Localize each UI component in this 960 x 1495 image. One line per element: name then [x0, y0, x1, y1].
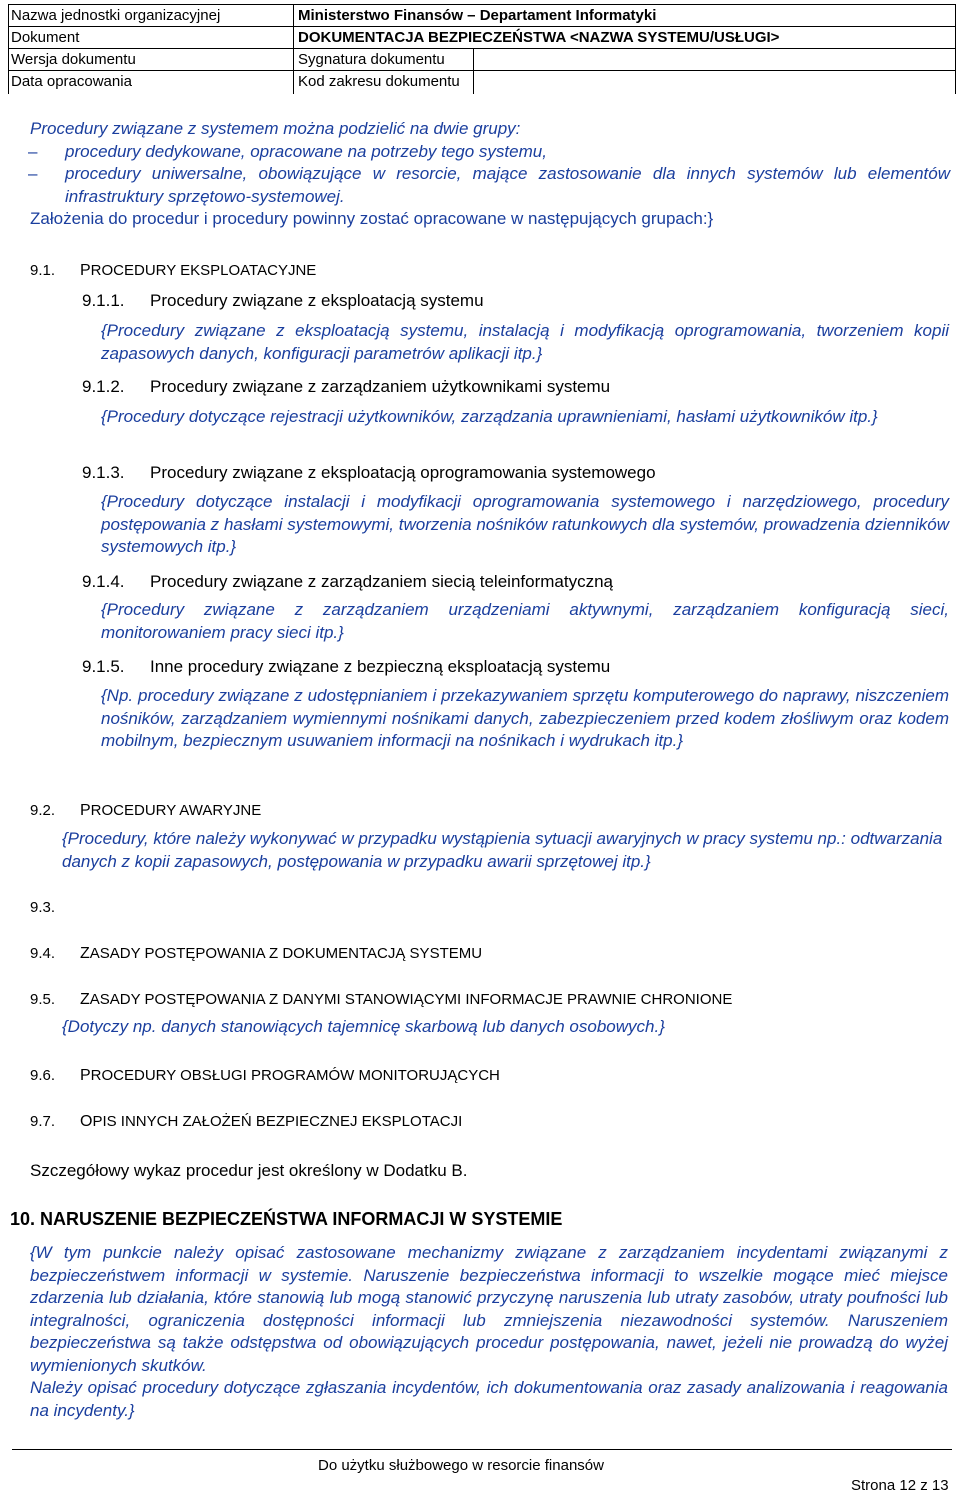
heading-initial: Z [80, 991, 90, 1008]
subsection-title: Procedury związane z eksploatacją systemu [150, 291, 484, 310]
subsection-title: Inne procedury związane z bezpieczną eksploatacją systemu [150, 657, 611, 676]
section-heading [30, 801, 261, 821]
subsection-number: 9.1.2. [82, 377, 125, 396]
intro-line: Procedury związane z systemem można podzielić na dwie grupy: [30, 119, 521, 138]
document-value: DOKUMENTACJA BEZPIECZEŃSTWA <NAZWA SYSTEMU/USŁUGI> [298, 29, 780, 46]
summary-text: Szczegółowy wykaz procedur jest określony w Dodatku B. [30, 1161, 468, 1180]
section-heading [30, 898, 55, 918]
section-heading [30, 1112, 462, 1132]
subsection-number: 9.1.1. [82, 291, 125, 310]
table-border [293, 4, 294, 94]
version-label: Wersja dokumentu [11, 51, 136, 68]
heading-text: ASADY POSTĘPOWANIA Z DOKUMENTACJĄ SYSTEMU [89, 945, 483, 962]
heading-initial: P [80, 1067, 91, 1084]
subsection-heading [82, 571, 613, 593]
subsection-title: Procedury związane z zarządzaniem siecią teleinformatyczną [150, 572, 613, 591]
subsection-description: {Procedury dotyczące instalacji i modyfikacji oprogramowania systemowego i narzędziowego, procedury postępowania z hasłami systemowymi, tworzenia nośników ratunkowych dla systemów, prowadzenia dzienników systemowych itp.} [101, 492, 949, 556]
subsection-heading [82, 656, 610, 678]
table-border [8, 4, 9, 94]
subsection-title: Procedury związane z eksploatacją oprogramowania systemowego [150, 463, 656, 482]
subsection-heading [82, 290, 484, 312]
section-number: 9.2. [30, 802, 56, 819]
heading-initial: P [80, 802, 91, 819]
scope-code-label: Kod zakresu dokumentu [298, 73, 460, 90]
header-row [8, 26, 956, 49]
document-header-table [8, 4, 956, 94]
heading-initial: P [80, 262, 91, 279]
subsection-description: {Np. procedury związane z udostępnianiem i przekazywaniem sprzętu komputerowego do naprawy, niszczeniem nośników, zarządzaniem wymiennymi nośnikami danych, zabezpieczeniem przed kodem złośliwym oraz kodem mobilnym, bezpiecznym usuwaniem informacji na nośnikach i wydrukach itp.} [101, 686, 949, 750]
heading-text: ROCEDURY OBSŁUGI PROGRAMÓW MONITORUJĄCYCH [90, 1067, 500, 1084]
subsection-description: {Procedury dotyczące rejestracji użytkowników, zarządzania uprawnieniami, hasłami użytkowników itp.} [101, 407, 878, 426]
section-number: 9.1. [30, 262, 56, 279]
subsection-heading [82, 376, 610, 398]
subsection-heading [82, 462, 656, 484]
chapter-heading: 10. NARUSZENIE BEZPIECZEŃSTWA INFORMACJI W SYSTEMIE [10, 1209, 563, 1229]
header-row [8, 48, 956, 71]
subsection-description: {Procedury związane z eksploatacją systemu, instalacją i modyfikacją oprogramowania, tworzeniem kopii zapasowych danych, konfiguracji parametrów aplikacji itp.} [101, 321, 949, 363]
table-border [955, 4, 956, 94]
dash-bullet: – [28, 164, 38, 183]
section-number: 9.4. [30, 945, 56, 962]
intro-line: Założenia do procedur i procedury powinny zostać opracowane w następujących grupach:} [30, 209, 714, 228]
heading-text: ROCEDURY AWARYJNE [90, 802, 262, 819]
heading-text: PIS INNYCH ZAŁOŻEŃ BEZPIECZNEJ EKSPLOTACJI [92, 1113, 463, 1130]
header-row [8, 4, 956, 27]
heading-text: ROCEDURY EKSPLOATACYJNE [90, 262, 317, 279]
heading-text: ASADY POSTĘPOWANIA Z DANYMI STANOWIĄCYMI INFORMACJE PRAWNIE CHRONIONE [89, 991, 733, 1008]
heading-initial: O [80, 1113, 93, 1130]
subsection-number: 9.1.5. [82, 657, 125, 676]
dash-bullet: – [28, 142, 38, 161]
subsection-number: 9.1.3. [82, 463, 125, 482]
section-heading [30, 1066, 500, 1086]
footer-divider [12, 1449, 952, 1450]
date-label: Data opracowania [11, 73, 132, 90]
footer-classification: Do użytku służbowego w resorcie finansów [318, 1457, 604, 1474]
heading-initial: Z [80, 945, 90, 962]
chapter-description: {W tym punkcie należy opisać zastosowane mechanizmy związane z zarządzaniem incydentami związanymi z bezpieczeństwem informacji w systemie. Naruszenie bezpieczeństwa informacji to wszelkie mogące mieć miejsce zdarzenia lub działania, które stanowią lub mogą stanowić przyczynę naruszenia lub utraty zasobów, utraty poufności lub integralności, ograniczenia dostępności informacji lub zmniejszenia niezawodności systemów. Naruszeniem bezpieczeństwa są także odstępstwa od obowiązujących procedur postępowania, nawet, jeżeli nie prowadzą do wyżej wymienionych skutków. [30, 1243, 948, 1375]
subsection-number: 9.1.4. [82, 572, 125, 591]
section-number: 9.5. [30, 991, 56, 1008]
document-label: Dokument [11, 29, 80, 46]
signature-label: Sygnatura dokumentu [298, 51, 445, 68]
section-heading [30, 261, 316, 281]
section-description: {Dotyczy np. danych stanowiących tajemnicę skarbową lub danych osobowych.} [62, 1017, 665, 1036]
org-unit-label: Nazwa jednostki organizacyjnej [11, 7, 221, 24]
header-row [8, 70, 956, 93]
page-number: Strona 12 z 13 [851, 1477, 949, 1494]
section-number: 9.3. [30, 899, 56, 916]
section-heading [30, 944, 482, 964]
org-unit-value: Ministerstwo Finansów – Departament Informatyki [298, 7, 657, 24]
intro-bullet: procedury uniwersalne, obowiązujące w resorcie, mające zastosowanie dla innych systemów lub elementów infrastruktury sprzętowo-systemowej. [65, 164, 950, 206]
section-number: 9.6. [30, 1067, 56, 1084]
table-border [473, 48, 474, 94]
section-description: {Procedury, które należy wykonywać w przypadku wystąpienia sytuacji awaryjnych w pracy systemu np.: odtwarzania danych z kopii zapasowych, postępowania w przypadku awarii sprzętowej itp.} [62, 829, 943, 871]
intro-bullet: procedury dedykowane, opracowane na potrzeby tego systemu, [65, 142, 547, 161]
subsection-title: Procedury związane z zarządzaniem użytkownikami systemu [150, 377, 611, 396]
section-heading [30, 990, 732, 1010]
subsection-description: {Procedury związane z zarządzaniem urządzeniami aktywnymi, zarządzaniem konfiguracją sieci, monitorowaniem pracy sieci itp.} [101, 600, 949, 642]
chapter-description: Należy opisać procedury dotyczące zgłaszania incydentów, ich dokumentowania oraz zasady analizowania i reagowania na incydenty.} [30, 1378, 948, 1420]
section-number: 9.7. [30, 1113, 56, 1130]
